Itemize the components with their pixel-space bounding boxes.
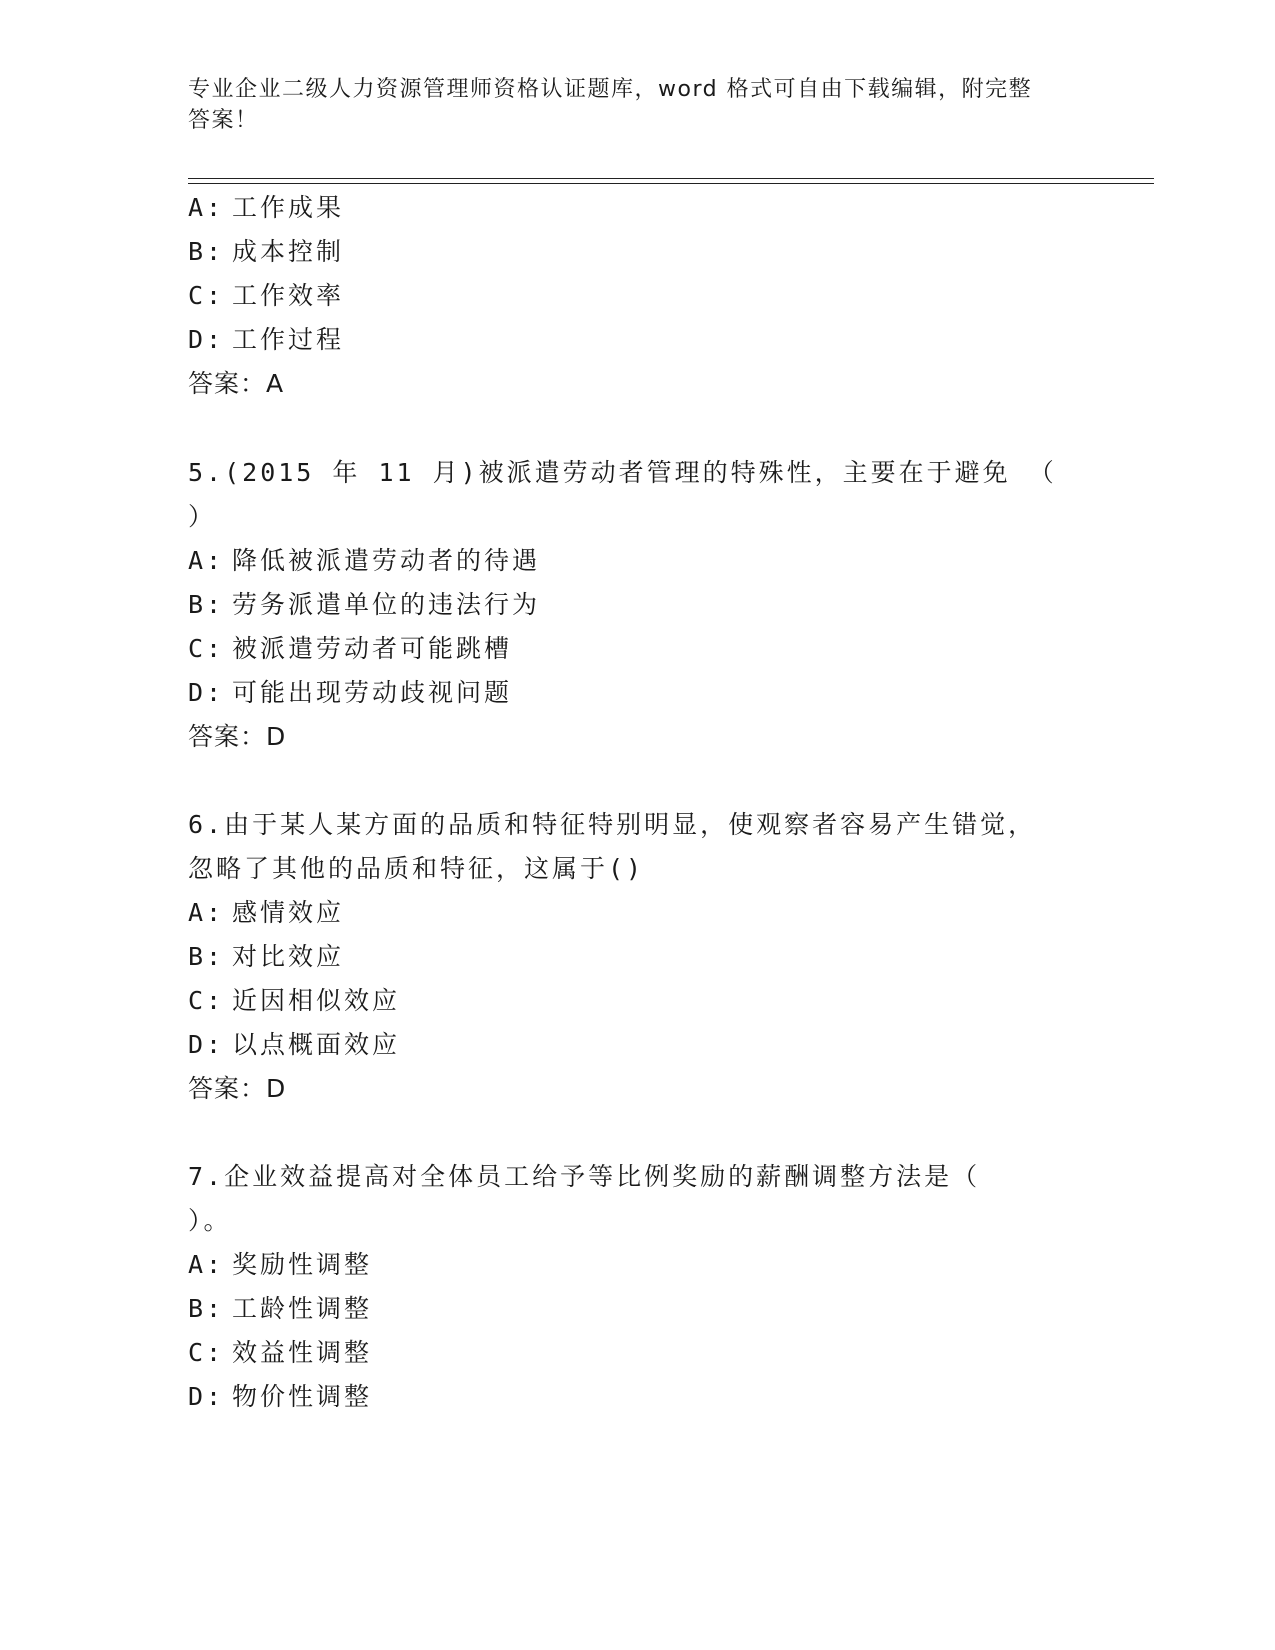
question-7-stem-line-2: ）。 xyxy=(188,1206,232,1235)
option-text: 工龄性调整 xyxy=(232,1294,373,1323)
document-header xyxy=(188,74,1068,136)
question-6-stem-line-2: 忽略了其他的品质和特征，这属于() xyxy=(188,854,645,883)
question-5-stem-line-2: ） xyxy=(188,502,217,531)
option-text: 降低被派遣劳动者的待遇 xyxy=(232,546,541,575)
option-d xyxy=(188,1382,372,1412)
option-letter: B: xyxy=(188,237,225,266)
option-b xyxy=(188,237,344,267)
option-letter: A: xyxy=(188,1250,225,1279)
question-6-stem-line-1: 6.由于某人某方面的品质和特征特别明显，使观察者容易产生错觉， xyxy=(188,810,1037,839)
option-text: 工作成果 xyxy=(232,193,345,222)
option-d xyxy=(188,325,344,355)
option-letter: A: xyxy=(188,546,225,575)
option-letter: D: xyxy=(188,325,225,354)
option-text: 工作效率 xyxy=(232,281,345,310)
option-a xyxy=(188,898,344,928)
option-letter: B: xyxy=(188,1294,225,1323)
option-text: 感情效应 xyxy=(232,898,345,927)
option-text: 工作过程 xyxy=(232,325,345,354)
header-line-2: 答案！ xyxy=(188,108,259,133)
option-letter: C: xyxy=(188,634,225,663)
option-text: 劳务派遣单位的违法行为 xyxy=(232,590,541,619)
answer-line: 答案：A xyxy=(188,369,285,398)
answer-line: 答案：D xyxy=(188,722,287,751)
option-b xyxy=(188,1294,372,1324)
option-letter: C: xyxy=(188,281,225,310)
option-b xyxy=(188,590,540,620)
option-letter: C: xyxy=(188,1338,225,1367)
option-c xyxy=(188,634,512,664)
option-c xyxy=(188,281,344,311)
header-divider-bottom xyxy=(188,183,1154,184)
option-text: 以点概面效应 xyxy=(232,1030,401,1059)
option-letter: A: xyxy=(188,193,225,222)
option-c xyxy=(188,1338,372,1368)
option-text: 被派遣劳动者可能跳槽 xyxy=(232,634,513,663)
option-d xyxy=(188,678,512,708)
option-a xyxy=(188,1250,372,1280)
option-d xyxy=(188,1030,400,1060)
option-text: 对比效应 xyxy=(232,942,345,971)
question-7-stem-line-1: 7.企业效益提高对全体员工给予等比例奖励的薪酬调整方法是（ xyxy=(188,1162,981,1191)
option-b xyxy=(188,942,344,972)
question-5-stem-line-1: 5.(2015 年 11 月)被派遣劳动者管理的特殊性，主要在于避免 （ xyxy=(188,458,1057,487)
option-text: 可能出现劳动歧视问题 xyxy=(232,678,513,707)
option-text: 奖励性调整 xyxy=(232,1250,373,1279)
option-letter: D: xyxy=(188,1030,225,1059)
option-c xyxy=(188,986,400,1016)
answer-line: 答案：D xyxy=(188,1074,287,1103)
option-a xyxy=(188,546,540,576)
option-letter: B: xyxy=(188,942,225,971)
option-a xyxy=(188,193,344,223)
option-letter: D: xyxy=(188,678,225,707)
option-text: 物价性调整 xyxy=(232,1382,373,1411)
header-line-1: 专业企业二级人力资源管理师资格认证题库，word 格式可自由下载编辑，附完整 xyxy=(188,77,1033,102)
option-letter: C: xyxy=(188,986,225,1015)
option-letter: A: xyxy=(188,898,225,927)
option-letter: B: xyxy=(188,590,225,619)
option-letter: D: xyxy=(188,1382,225,1411)
header-divider-top xyxy=(188,178,1154,179)
option-text: 近因相似效应 xyxy=(232,986,401,1015)
option-text: 成本控制 xyxy=(232,237,345,266)
option-text: 效益性调整 xyxy=(232,1338,373,1367)
